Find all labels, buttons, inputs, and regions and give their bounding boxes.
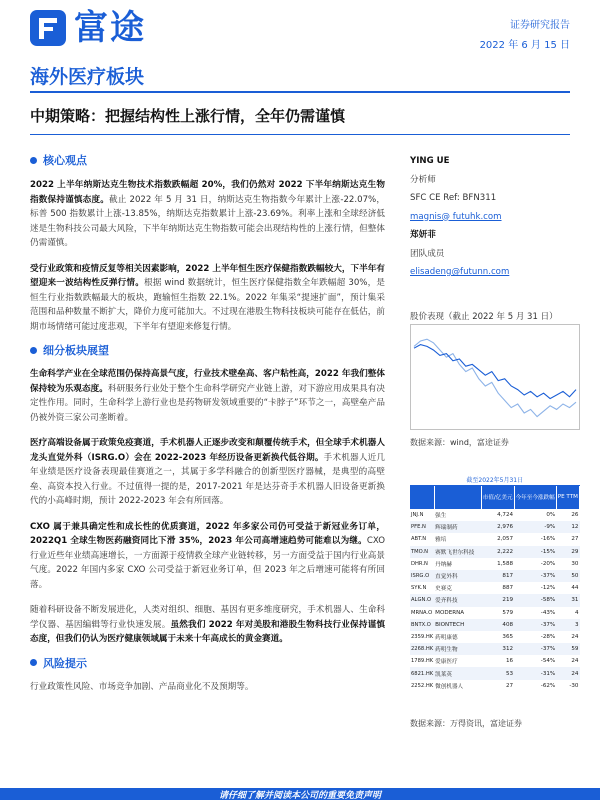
- performance-chart: [410, 324, 580, 430]
- table-cell: 爱齐科技: [434, 594, 481, 606]
- table-cell: 24: [556, 667, 579, 679]
- table-cell: 2,057: [497, 536, 514, 543]
- table-header: [410, 485, 434, 509]
- table-cell: 雅培: [435, 537, 447, 544]
- table-cell: 4,724: [497, 512, 514, 519]
- table-cell: -16%: [540, 536, 556, 543]
- sector-title: 海外医疗板块: [30, 66, 145, 88]
- table-cell: -54%: [540, 658, 556, 665]
- table-row: [410, 533, 580, 545]
- table-cell: 365: [502, 633, 514, 640]
- disclaimer-text: 请仔细了解并阅读本公司的重要免责声明: [218, 790, 381, 800]
- table-cell: 44: [571, 585, 579, 592]
- table-cell: 1,588: [497, 560, 514, 567]
- analyst-ref: SFC CE Ref: BFN311: [410, 193, 497, 203]
- bullet-icon: [30, 659, 37, 666]
- risk-para: 行业政策性风险、市场竞争加剧、产品商业化不及预期等。: [30, 681, 254, 692]
- table-cell: 辉瑞制药: [434, 521, 481, 533]
- table-cell: -31%: [514, 667, 556, 679]
- table-row: [410, 667, 580, 679]
- table-cell: 2,976: [481, 521, 514, 533]
- doc-type: 证券研究报告: [510, 20, 570, 31]
- analyst-panel: [410, 152, 580, 282]
- bullet-icon: [30, 347, 37, 354]
- table-cell: MODERNA: [435, 609, 465, 616]
- bullet-icon: [30, 157, 37, 164]
- core-para-2: 受行业政策和疫情反复等相关因素影响，2022 上半年恒生医疗保健指数跌幅较大，下半年有望迎来一波结构性反弹行情。根据 wind 数据统计，恒生医疗保健指数全年跌幅超 30%，是恒生行业指数跌幅最大的板块，跑输恒生指数 22.1%。2022 年集采“提速扩面”，预计集采范围和品种数量不断扩大，降价力度可能加大。不过现在港股生物科技板块可能存在低估，前期市场情绪可能过度悲观，下半年有望迎来修复行情。: [30, 263, 385, 332]
- doc-date: 2022 年 6 月 15 日: [479, 40, 570, 51]
- table-cell: 31: [556, 594, 579, 606]
- table-cell: DHR.N: [411, 560, 428, 567]
- table-row: [410, 619, 580, 631]
- chart-source: 数据来源：wind，富途证券: [410, 438, 509, 447]
- table-cell: MRNA.O: [411, 609, 433, 616]
- table-cell: -9%: [514, 521, 556, 533]
- table-row: [410, 558, 580, 570]
- table-cell: 4: [574, 609, 579, 616]
- table-cell: 赛默飞世尔科技: [434, 546, 481, 558]
- section-segment-heading: 细分板块展望: [30, 342, 385, 358]
- table-row: [410, 607, 580, 619]
- table-source: 数据来源：万得资讯，富途证券: [410, 719, 522, 728]
- table-cell: 药明生物: [434, 643, 481, 655]
- table-cell: 凯莱英: [434, 667, 481, 679]
- table-cell: -58%: [514, 594, 556, 606]
- table-row: [410, 521, 580, 533]
- member-email[interactable]: elisadeng@futunn.com: [410, 267, 510, 277]
- table-cell: 2252.HK: [411, 682, 434, 689]
- segment-para-1: 生命科学产业在全球范围仍保持高景气度，行业技术壁垒高、客户粘性高，2022 年我们整体保持较为乐观态度。科研服务行业处于整个生命科学研究产业链上游，对下游应用成果具有决定性作用。同时，生命科学上游行业也是药物研发领域重要的“卡脖子”环节之一，高壁垒产品仍被外资三家公司垄断着。: [30, 369, 385, 423]
- table-row: [410, 594, 580, 606]
- comps-table: [410, 474, 580, 692]
- segment-para-2: 医疗高端设备属于政策免疫赛道，手术机器人正逐步改变和颠覆传统手术，但全球手术机器人龙头直觉外科（ISRG.O）会在 2022-2023 年经历设备更新换代低谷期。手术机器人近几年业绩是医疗设备表现最佳赛道之一，其属于多学科融合的创新型医疗器械，是典型的高壁垒、高资本投入行业。不过值得一提的是，2017-2021 年是达芬奇手术机器人旧设备更新换代的小高峰时期，预计 2022-2023 年会有所回落。: [30, 438, 385, 506]
- table-cell: 2359.HK: [411, 633, 434, 640]
- table-cell: -12%: [540, 585, 556, 592]
- table-cell: 史赛克: [435, 586, 452, 593]
- table-cell: -37%: [514, 643, 556, 655]
- table-row: [410, 631, 580, 643]
- futu-logo: [30, 10, 146, 46]
- headline: 中期策略：把握结构性上涨行情，全年仍需谨慎: [30, 107, 346, 125]
- table-row: [410, 680, 580, 692]
- table-cell: -30: [569, 682, 579, 689]
- table-cell: 27: [505, 682, 514, 689]
- table-cell: 微创机器人: [435, 683, 464, 690]
- table-header: PE TTM: [556, 485, 579, 509]
- table-cell: 12: [556, 521, 579, 533]
- table-row: [410, 570, 580, 582]
- table-cell: SYK.N: [411, 585, 427, 592]
- table-cell: -15%: [514, 546, 556, 558]
- footer-disclaimer: [0, 788, 600, 800]
- section-risk-heading: 风险提示: [30, 655, 385, 671]
- table-cell: -37%: [514, 619, 556, 631]
- table-cell: ABT.N: [411, 536, 427, 543]
- table-cell: 312: [481, 643, 514, 655]
- table-cell: 1789.HK: [411, 658, 434, 665]
- table-cell: 丹纳赫: [435, 561, 452, 568]
- table-cell: 24: [571, 633, 579, 640]
- segment-para-4: 随着科研设备不断发展进化，人类对组织、细胞、基因有更多维度研究，手术机器人、生命科学仪器、基因编辑等行业快速发展。虽然我们 2022 年对美股和港股生物科技行业保持谨慎态度，但我们仍认为医疗健康领域属于未来十年高成长的黄金赛道。: [30, 605, 385, 644]
- table-cell: -37%: [514, 570, 556, 582]
- table-header: 市值/亿美元: [481, 485, 514, 509]
- table-cell: 29: [556, 546, 579, 558]
- core-para-1: 2022 上半年纳斯达克生物技术指数跌幅超 20%，我们仍然对 2022 下半年纳斯达克生物指数保持谨慎态度。截止 2022 年 5 月 31 日，纳斯达克生物指数今年累计上涨-22.07%，标普 500 指数累计上涨-13.85%，纳斯达克指数累计上涨-23.69%。利率上涨和全球经济低迷是生物科技公司最大风险，下半年纳斯达克生物指数可能会出现结构性的上涨行情，但整体仍需谨慎。: [30, 180, 385, 248]
- table-row: [410, 546, 580, 558]
- table-cell: 6821.HK: [410, 667, 434, 679]
- table-cell: 26: [571, 512, 579, 519]
- analyst-name: YING UE: [410, 156, 450, 166]
- table-header: 今年至今涨跌幅: [514, 485, 556, 509]
- series-line-0: [414, 339, 576, 416]
- table-cell: 408: [481, 619, 514, 631]
- table-row: [410, 655, 580, 667]
- table-cell: -20%: [540, 560, 556, 567]
- table-cell: 强生: [435, 513, 447, 520]
- table-cell: TMO.N: [410, 546, 434, 558]
- title-rule: [30, 91, 570, 93]
- table-cell: 30: [571, 560, 579, 567]
- table-cell: 爱康医疗: [435, 659, 458, 666]
- section-core-heading: 核心观点: [30, 152, 385, 168]
- table-cell: 887: [502, 585, 514, 592]
- table-cell: ISRG.O: [410, 570, 434, 582]
- table-cell: 药明康德: [435, 634, 458, 641]
- futu-logo-mark: [30, 10, 66, 46]
- table-cell: 579: [502, 609, 514, 616]
- main-column: [30, 152, 385, 694]
- table-title: 截至2022年5月31日: [410, 474, 580, 485]
- table-cell: 59: [556, 643, 579, 655]
- headline-rule: [30, 134, 570, 135]
- table-cell: 817: [481, 570, 514, 582]
- table-cell: 3: [556, 619, 579, 631]
- table-cell: 0%: [546, 512, 556, 519]
- table-row: [410, 509, 580, 521]
- table-header: [434, 485, 481, 509]
- chart-title: 股价表现（截止 2022 年 5 月 31 日）: [410, 312, 558, 322]
- analyst-role: 分析师: [410, 174, 436, 185]
- table-cell: -28%: [540, 633, 556, 640]
- series-line-1: [414, 345, 576, 399]
- table-cell: 直觉外科: [434, 570, 481, 582]
- table-row: [410, 643, 580, 655]
- table-cell: -62%: [540, 682, 556, 689]
- table-cell: JNJ.N: [411, 512, 424, 519]
- table-cell: BIONTECH: [434, 619, 481, 631]
- table-cell: ALGN.O: [410, 594, 434, 606]
- analyst-email[interactable]: magnis@ futuhk.com: [410, 211, 502, 222]
- table-cell: 53: [481, 667, 514, 679]
- table-cell: -43%: [540, 609, 556, 616]
- table-cell: 24: [571, 658, 579, 665]
- table-cell: PFE.N: [410, 521, 434, 533]
- member-name: 郑妍菲: [410, 230, 436, 240]
- table-cell: 2,222: [481, 546, 514, 558]
- member-role: 团队成员: [410, 248, 445, 259]
- segment-para-3: CXO 属于兼具确定性和成长性的优质赛道，2022 年多家公司仍可受益于新冠业务订单，2022Q1 全球生物医药融资同比下滑 35%，2023 年公司高增速趋势可能难以为继。CXO 行业近些年业绩高速增长，一方面源于疫情救全球产业链转移，另一方面受益于国内行业高景气度。2022 年国内多家 CXO 公司受益于新冠业务订单，但 2023 年之后增速可能将有所回落。: [30, 521, 385, 590]
- brand-name: 富途: [74, 8, 146, 48]
- table-cell: 2268.HK: [410, 643, 434, 655]
- table-cell: 16: [505, 658, 514, 665]
- table-row: [410, 582, 580, 594]
- table-cell: 50: [556, 570, 579, 582]
- table-cell: BNTX.O: [410, 619, 434, 631]
- table-cell: 27: [571, 536, 579, 543]
- table-cell: 219: [481, 594, 514, 606]
